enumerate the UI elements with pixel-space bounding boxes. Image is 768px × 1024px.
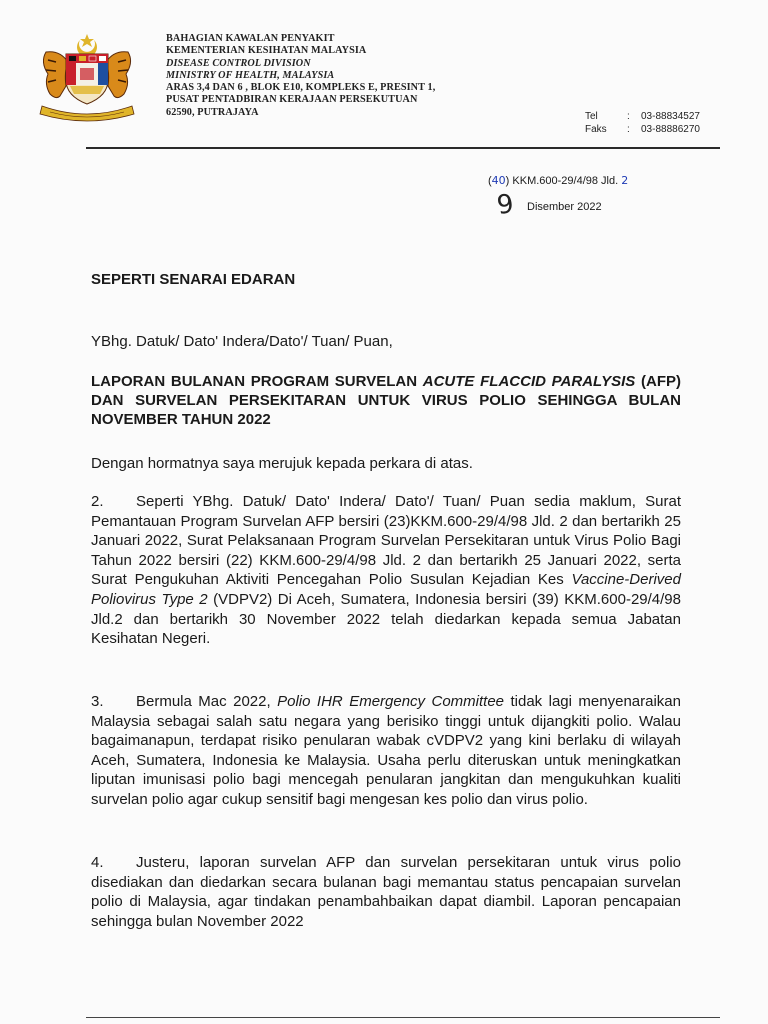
- handwritten-jld: 2: [621, 174, 629, 187]
- paragraph-4: [91, 853, 681, 931]
- reference-number: [488, 174, 628, 187]
- reference-open: (: [488, 175, 492, 187]
- paragraph-text: Justeru, laporan survelan AFP dan survelan persekitaran untuk virus polio disediakan dan diedarkan secara bulanan bagi memantau status pencapaian survelan polio di Malaysia, agar tindakan penambahbaikan dapat diambil. Laporan pencapaian sehingga bulan November 2022: [91, 854, 681, 930]
- paragraph-italic: Polio IHR Emergency Committee: [277, 693, 505, 710]
- paragraph-text: Bermula Mac 2022,: [136, 693, 278, 710]
- handwritten-day: 9: [494, 188, 516, 222]
- page-bottom-edge: [86, 1017, 720, 1018]
- letterhead-address: [166, 33, 435, 119]
- paragraph-text: (VDPV2) Di Aceh, Sumatera, Indonesia bersiri (39) KKM.600-29/4/98 Jld.2 dan bertarikh 30 November 2022 telah diedarkan kepada semua Jabatan Kesihatan Negeri.: [91, 590, 681, 648]
- title-italic: ACUTE FLACCID PARALYSIS: [422, 373, 636, 390]
- letter-title: [91, 372, 681, 429]
- handwritten-ref-number: 40: [491, 174, 506, 187]
- greeting: Dengan hormatnya saya merujuk kepada perkara di atas.: [91, 455, 473, 472]
- recipient-heading: SEPERTI SENARAI EDARAN: [91, 271, 296, 288]
- letterhead-line: PUSAT PENTADBIRAN KERAJAAN PERSEKUTUAN: [166, 94, 418, 106]
- letterhead-line: DISEASE CONTROL DIVISION: [166, 57, 311, 69]
- letterhead-line: BAHAGIAN KAWALAN PENYAKIT: [166, 33, 335, 44]
- letterhead-line: ARAS 3,4 DAN 6 , BLOK E10, KOMPLEKS E, PRESINT 1,: [166, 82, 436, 94]
- contact-block: [585, 110, 700, 136]
- title-part: LAPORAN BULANAN PROGRAM SURVELAN: [91, 373, 423, 390]
- paragraph-3: [91, 692, 681, 810]
- tel-label: Tel: [585, 111, 598, 122]
- paragraph-text: tidak lagi menyenaraikan Malaysia sebagai salah satu negara yang berisiko tinggi untuk dijangkiti polio. Walau bagaimanapun, terdapat risiko penularan wabak cVDPV2 yang kini berlaku di wilayah Aceh, Sumatera, Indonesia ke Malaysia. Usaha perlu diteruskan untuk meningkatkan liputan imunisasi polio bagi mencegah penularan jangkitan dan mengukuhkan kualiti survelan polio agar cukup sensitif bagi mengesan kes polio dan virus polio.: [91, 693, 681, 808]
- tel-value: 03-88834527: [641, 111, 700, 122]
- paragraph-italic: Vaccine-Derived Poliovirus Type 2: [91, 571, 681, 608]
- paragraph-number: 4.: [91, 854, 104, 871]
- paragraph-2: [91, 492, 681, 649]
- header-divider: [86, 147, 720, 149]
- faks-value: 03-88886270: [641, 124, 700, 135]
- faks-colon: :: [627, 124, 630, 135]
- letter-date: Disember 2022: [527, 201, 602, 213]
- paragraph-number: 2.: [91, 493, 104, 510]
- title-part: (AFP) DAN SURVELAN PERSEKITARAN UNTUK VIRUS POLIO SEHINGGA BULAN NOVEMBER TAHUN 2022: [91, 373, 681, 428]
- paragraph-text: Seperti YBhg. Datuk/ Dato' Indera/ Dato'/ Tuan/ Puan sedia maklum, Surat Pemantauan Program Survelan AFP bersiri (23)KKM.600-29/4/98 Jld. 2 dan bertarikh 25 Januari 2022, Surat Pelaksanaan Program Survelan Persekitaran untuk Virus Polio Bagi Tahun 2022 bersiri (22) KKM.600-29/4/98 Jld. 2 dan bertarikh 25 Januari 2022, serta Surat Pengukuhan Aktiviti Pencegahan Polio Susulan Kejadian Kes: [91, 493, 681, 589]
- letterhead-line: MINISTRY OF HEALTH, MALAYSIA: [166, 69, 335, 81]
- reference-text: ) KKM.600-29/4/98 Jld.: [505, 175, 619, 187]
- faks-label: Faks: [585, 124, 607, 135]
- letterhead-line: KEMENTERIAN KESIHATAN MALAYSIA: [166, 45, 367, 57]
- paragraph-number: 3.: [91, 693, 104, 710]
- letterhead-line: 62590, PUTRAJAYA: [166, 106, 259, 118]
- tel-colon: :: [627, 111, 630, 122]
- salutation: YBhg. Datuk/ Dato' Indera/Dato'/ Tuan/ Puan,: [91, 333, 393, 350]
- malaysia-coat-of-arms-logo: [36, 32, 138, 124]
